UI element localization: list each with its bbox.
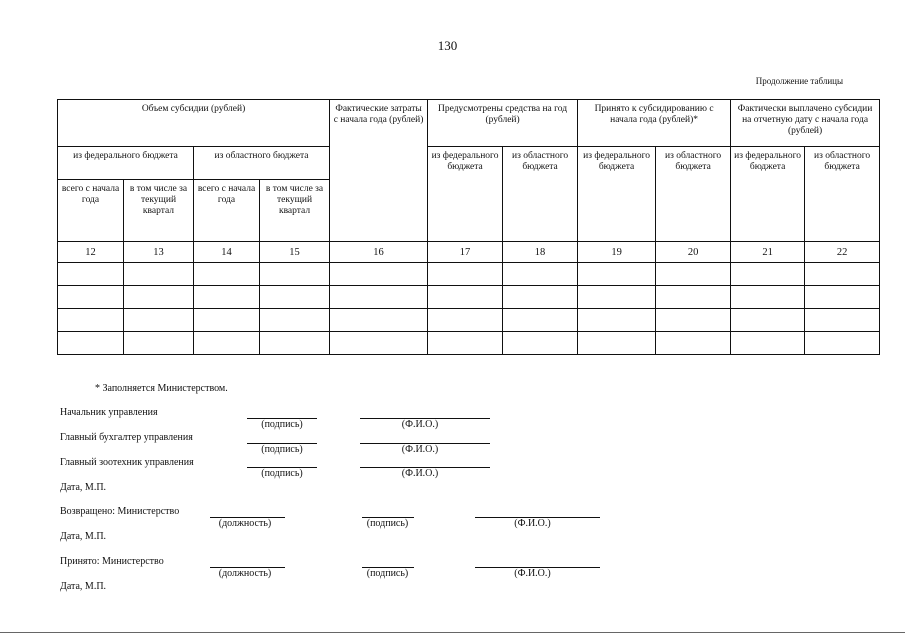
table-row: [58, 286, 880, 309]
table-cell[interactable]: [260, 286, 330, 309]
column-number: 22: [805, 242, 880, 263]
date-stamp-label: Дата, М.П.: [60, 581, 107, 592]
column-number: 13: [124, 242, 194, 263]
table-cell[interactable]: [124, 332, 194, 355]
subsidy-table: [57, 99, 880, 355]
header-actual-costs: Фактические затраты с начала года (рублей): [330, 100, 428, 242]
header-regional-budget: из областного бюджета: [194, 147, 330, 180]
table-cell[interactable]: [805, 286, 880, 309]
table-cell[interactable]: [124, 309, 194, 332]
signature-caption: (подпись): [261, 419, 303, 430]
header-paid-regional: из областного бюджета: [805, 147, 880, 242]
header-paid-federal: из федерального бюджета: [731, 147, 805, 242]
table-cell[interactable]: [260, 263, 330, 286]
table-row: [58, 332, 880, 355]
column-number: 16: [330, 242, 428, 263]
signer-accountant-label: Главный бухгалтер управления: [60, 432, 193, 443]
date-stamp-label: Дата, М.П.: [60, 482, 107, 493]
name-caption: (Ф.И.О.): [401, 444, 439, 455]
column-number: 12: [58, 242, 124, 263]
name-caption: (Ф.И.О.): [401, 468, 439, 479]
name-caption: (Ф.И.О.): [401, 419, 439, 430]
column-number: 17: [428, 242, 503, 263]
column-number: 14: [194, 242, 260, 263]
table-cell[interactable]: [58, 332, 124, 355]
table-cell[interactable]: [260, 332, 330, 355]
column-number: 19: [578, 242, 656, 263]
column-number: 21: [731, 242, 805, 263]
table-cell[interactable]: [731, 309, 805, 332]
returned-label: Возвращено: Министерство: [60, 506, 180, 517]
signature-caption: (подпись): [261, 468, 303, 479]
table-cell[interactable]: [58, 309, 124, 332]
table-continuation-label: Продолжение таблицы: [755, 76, 843, 86]
table-cell[interactable]: [578, 263, 656, 286]
table-cell[interactable]: [124, 286, 194, 309]
table-cell[interactable]: [731, 263, 805, 286]
position-caption: (должность): [218, 568, 272, 579]
table-cell[interactable]: [731, 286, 805, 309]
table-cell[interactable]: [194, 286, 260, 309]
table-cell[interactable]: [656, 263, 731, 286]
table-cell[interactable]: [656, 309, 731, 332]
table-cell[interactable]: [330, 332, 428, 355]
header-regional-quarter: в том числе за текущий квартал: [260, 180, 330, 242]
header-federal-budget: из федерального бюджета: [58, 147, 194, 180]
table-cell[interactable]: [503, 263, 578, 286]
header-accepted-federal: из федерального бюджета: [578, 147, 656, 242]
header-regional-total: всего с начала года: [194, 180, 260, 242]
table-cell[interactable]: [578, 309, 656, 332]
table-cell[interactable]: [194, 263, 260, 286]
header-paid-subsidy: Фактически выплачено субсидии на отчетную дату с начала года (рублей): [731, 100, 880, 147]
column-number: 20: [656, 242, 731, 263]
table-row: [58, 309, 880, 332]
table-cell[interactable]: [503, 286, 578, 309]
table-cell[interactable]: [578, 332, 656, 355]
signer-zootech-label: Главный зоотехник управления: [60, 457, 194, 468]
table-cell[interactable]: [805, 309, 880, 332]
table-cell[interactable]: [124, 263, 194, 286]
accepted-label: Принято: Министерство: [60, 556, 164, 567]
table-cell[interactable]: [58, 263, 124, 286]
header-accepted-subsidy: Принято к субсидированию с начала года (рублей)*: [578, 100, 731, 147]
signature-caption: (подпись): [366, 518, 409, 529]
table-cell[interactable]: [330, 309, 428, 332]
header-accepted-regional: из областного бюджета: [656, 147, 731, 242]
date-stamp-label: Дата, М.П.: [60, 531, 107, 542]
header-provided-federal: из федерального бюджета: [428, 147, 503, 242]
table-cell[interactable]: [260, 309, 330, 332]
signer-head-label: Начальник управления: [60, 407, 158, 418]
table-cell[interactable]: [194, 309, 260, 332]
header-provided-funds: Предусмотрены средства на год (рублей): [428, 100, 578, 147]
footnote: * Заполняется Министерством.: [95, 383, 228, 394]
table-cell[interactable]: [805, 263, 880, 286]
table-cell[interactable]: [503, 332, 578, 355]
page-number: 130: [437, 38, 458, 53]
header-federal-quarter: в том числе за текущий квартал: [124, 180, 194, 242]
table-cell[interactable]: [656, 286, 731, 309]
name-caption: (Ф.И.О.): [514, 518, 551, 529]
table-cell[interactable]: [428, 309, 503, 332]
header-subsidy-volume: Объем субсидии (рублей): [58, 100, 330, 147]
table-cell[interactable]: [578, 286, 656, 309]
column-number: 18: [503, 242, 578, 263]
table-cell[interactable]: [194, 332, 260, 355]
table-cell[interactable]: [330, 263, 428, 286]
column-number: 15: [260, 242, 330, 263]
table-cell[interactable]: [656, 332, 731, 355]
table-cell[interactable]: [805, 332, 880, 355]
table-cell[interactable]: [58, 286, 124, 309]
table-cell[interactable]: [503, 309, 578, 332]
table-cell[interactable]: [330, 286, 428, 309]
table-cell[interactable]: [428, 332, 503, 355]
table-cell[interactable]: [428, 286, 503, 309]
signature-caption: (подпись): [366, 568, 409, 579]
column-number-row: [58, 242, 880, 263]
header-federal-total: всего с начала года: [58, 180, 124, 242]
table-row: [58, 263, 880, 286]
signature-caption: (подпись): [261, 444, 303, 455]
position-caption: (должность): [218, 518, 272, 529]
header-provided-regional: из областного бюджета: [503, 147, 578, 242]
name-caption: (Ф.И.О.): [514, 568, 551, 579]
table-cell[interactable]: [428, 263, 503, 286]
table-cell[interactable]: [731, 332, 805, 355]
page-bottom-rule: [0, 632, 905, 633]
